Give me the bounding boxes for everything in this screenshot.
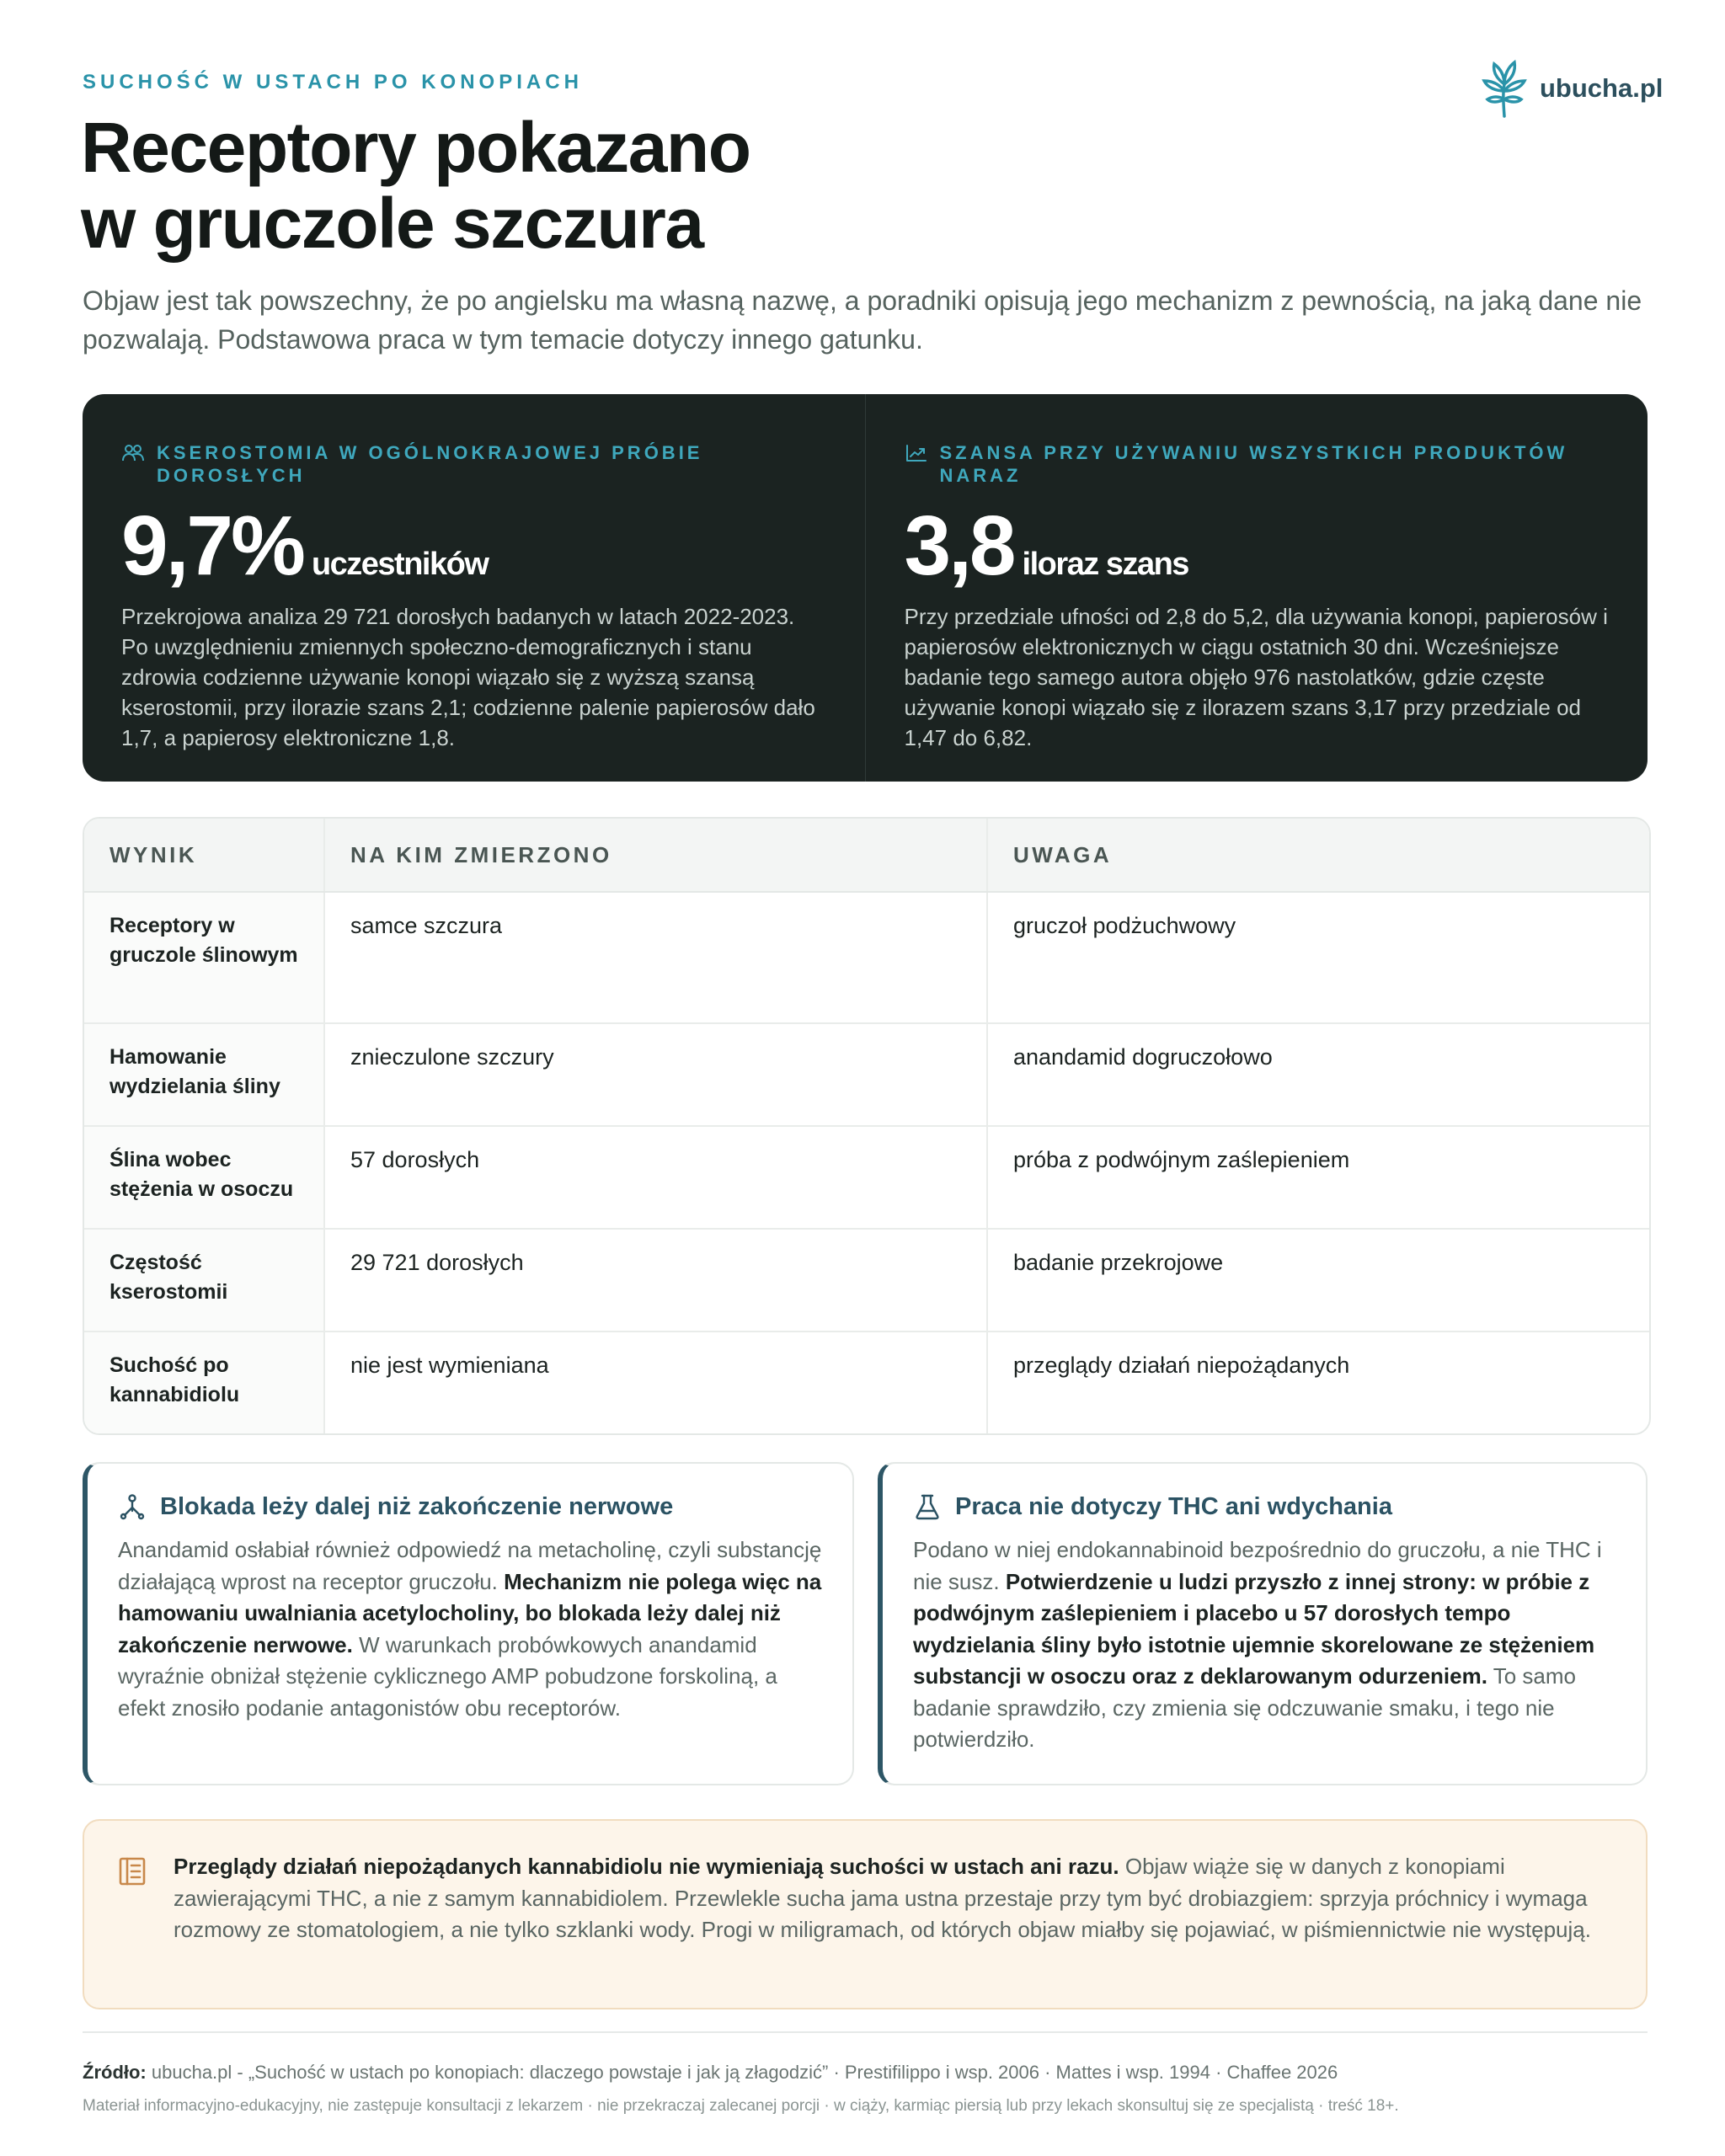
- info-card-mechanism: [83, 1462, 854, 1785]
- column-header: WYNIK: [84, 819, 324, 892]
- title-line-1: Receptory pokazano: [81, 108, 750, 187]
- table-cell: Ślina wobec stężenia w osoczu: [84, 1126, 324, 1229]
- table-row: [84, 892, 1649, 1023]
- stat-label: [905, 441, 1610, 487]
- stat-description: Przy przedziale ufności od 2,8 do 5,2, dla używania konopi, papierosów i papierosów elektronicznych w ciągu ostatnich 30 dni. Wcześniejsze badanie tego samego autora objęło 976 nastolatków, gdzie częste używanie konopi wiązało się z ilorazem szans 3,17 przy przedziale od 1,47 do 6,82.: [904, 604, 1608, 750]
- stat-description: Przekrojowa analiza 29 721 dorosłych badanych w latach 2022-2023. Po uwzględnieniu zmiennych społeczno-demograficznych i stanu zdrowia codzienne używanie konopi wiązało się z wyższą szansą kserostomii, przy ilorazie szans 2,1; codzienne palenie papierosów dało 1,7, a papierosy elektroniczne 1,8.: [121, 604, 815, 750]
- card-title: Praca nie dotyczy THC ani wdychania: [955, 1492, 1392, 1520]
- note-text-body: Objaw wiąże się w danych z konopiami zawierającymi THC, a nie z samym kannabidiolem. Przewlekle sucha jama ustna przestaje przy tym być drobiazgiem: sprzyja próchnicy i wymaga rozmowy ze stomatologiem, a nie tylko szklanki wody. Progi w miligramach, od których objaw miałby się pojawiać, w piśmiennictwie nie występują.: [174, 1854, 1591, 1942]
- cannabis-logo-icon: [1481, 57, 1528, 120]
- table-cell: próba z podwójnym zaślepieniem: [987, 1126, 1649, 1229]
- flask-icon: [913, 1492, 942, 1521]
- note-text-bold: Przeglądy działań niepożądanych kannabidiolu nie wymieniają suchości w ustach ani razu.: [174, 1854, 1119, 1879]
- logo[interactable]: [1481, 57, 1663, 120]
- table-cell: Częstość kserostomii: [84, 1229, 324, 1331]
- stat-number: 3,8: [904, 499, 1014, 593]
- table-cell: Suchość po kannabidiolu: [84, 1331, 324, 1433]
- note-text: [174, 1851, 1595, 1946]
- source-text: ubucha.pl - „Suchość w ustach po konopiach: dlaczego powstaje i jak ją złagodzić” · Prestifilippo i wsp. 2006 · Mattes i wsp. 1994 · Chaffee 2026: [146, 2062, 1338, 2083]
- card-text-bold: Mechanizm nie polega więc na hamowaniu uwalniania acetylocholiny, bo blokada leży dalej niż zakończenie nerwowe.: [118, 1568, 822, 1657]
- table-row: [84, 1229, 1649, 1331]
- card-text: Podano w niej endokannabinoid bezpośrednio do gruczołu, a nie THC i nie susz.: [913, 1537, 1602, 1594]
- table-cell: 29 721 dorosłych: [324, 1229, 987, 1331]
- table-header-row: [84, 819, 1649, 892]
- table-cell: anandamid dogruczołowo: [987, 1023, 1649, 1126]
- table-cell: badanie przekrojowe: [987, 1229, 1649, 1331]
- table-row: [84, 1331, 1649, 1433]
- card-title: Blokada leży dalej niż zakończenie nerwowe: [160, 1492, 674, 1520]
- stat-label-text: SZANSA PRZY UŻYWANIU WSZYSTKICH PRODUKTÓW NARAZ: [939, 442, 1568, 486]
- table-cell: przeglądy działań niepożądanych: [987, 1331, 1649, 1433]
- stat-value: [904, 499, 1610, 593]
- source-line: [83, 2062, 1338, 2084]
- table-cell: Receptory w gruczole ślinowym: [84, 892, 324, 1023]
- table-cell: samce szczura: [324, 892, 987, 1023]
- table-cell: nie jest wymieniana: [324, 1331, 987, 1433]
- stat-value: [121, 499, 826, 593]
- lead-paragraph: Objaw jest tak powszechny, że po angielsku ma własną nazwę, a poradniki opisują jego mechanizm z pewnością, na jaką dane nie pozwalają. Podstawowa praca w tym temacie dotyczy innego gatunku.: [83, 286, 1642, 355]
- card-text: To samo badanie sprawdziło, czy zmienia się odczuwanie smaku, i tego nie potwierdziło.: [913, 1663, 1576, 1752]
- column-header: UWAGA: [987, 819, 1649, 892]
- document-icon: [118, 1856, 147, 1886]
- column-header: NA KIM ZMIERZONO: [324, 819, 987, 892]
- table-cell: Hamowanie wydzielania śliny: [84, 1023, 324, 1126]
- stat-unit: iloraz szans: [1022, 547, 1188, 582]
- card-body: [913, 1534, 1616, 1756]
- trend-up-icon: [905, 443, 928, 463]
- card-header: [913, 1492, 1616, 1521]
- stat-odds-ratio: [865, 394, 1648, 782]
- info-card-thc: [878, 1462, 1648, 1785]
- kicker: SUCHOŚĆ W USTACH PO KONOPIACH: [83, 71, 583, 93]
- card-text: Anandamid osłabiał również odpowiedź na metacholinę, czyli substancję działającą wprost na receptor gruczołu.: [118, 1537, 822, 1594]
- table-cell: znieczulone szczury: [324, 1023, 987, 1126]
- card-header: [118, 1492, 822, 1521]
- page-title: [81, 109, 1092, 261]
- stat-label: [121, 441, 826, 487]
- stat-unit: uczestników: [311, 547, 489, 582]
- card-text: W warunkach probówkowych anandamid wyraźnie obniżał stężenie cyklicznego AMP pobudzone forskoliną, a efekt znosiło podanie antagonistów obu receptorów.: [118, 1631, 777, 1721]
- table-row: [84, 1126, 1649, 1229]
- table-row: [84, 1023, 1649, 1126]
- source-label: Źródło:: [83, 2062, 147, 2083]
- logo-text: ubucha.pl: [1540, 73, 1664, 103]
- stat-label-text: KSEROSTOMIA W OGÓLNOKRAJOWEJ PRÓBIE DOROSŁYCH: [157, 442, 703, 486]
- findings-table: [83, 817, 1651, 1435]
- table-cell: 57 dorosłych: [324, 1126, 987, 1229]
- table-cell: gruczoł podżuchwowy: [987, 892, 1649, 1023]
- stat-xerostomia: [83, 394, 865, 782]
- card-body: [118, 1534, 822, 1724]
- cbd-note-box: [83, 1819, 1648, 2009]
- footer-divider: [83, 2031, 1648, 2033]
- title-line-2: w gruczole szczura: [81, 184, 703, 263]
- nerve-branch-icon: [118, 1492, 147, 1521]
- stats-panel: [83, 394, 1648, 782]
- card-text-bold: Potwierdzenie u ludzi przyszło z innej strony: w próbie z podwójnym zaślepieniem i placebo u 57 dorosłych tempo wydzielania śliny było istotnie ujemnie skorelowane ze stężeniem substancji w osoczu oraz z deklarowanym odurzeniem.: [913, 1568, 1595, 1689]
- stat-number: 9,7%: [121, 499, 303, 593]
- people-icon: [121, 443, 145, 463]
- disclaimer: Materiał informacyjno-edukacyjny, nie zastępuje konsultacji z lekarzem · nie przekraczaj zalecanej porcji · w ciąży, karmiąc piersią lub przy lekach skonsultuj się ze specjalistą · treść 18+.: [83, 2097, 1399, 2115]
